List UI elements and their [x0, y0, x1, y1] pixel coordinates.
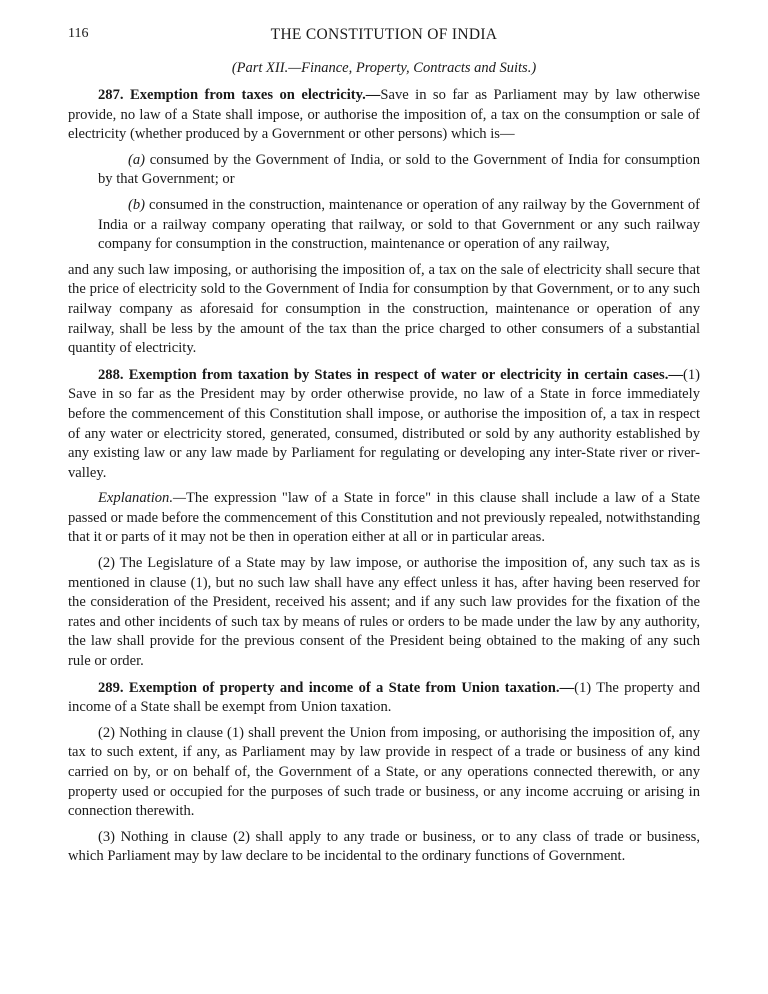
article-288-heading: 288. Exemption from taxation by States in respect of water or electricity in certain cases.— — [98, 366, 683, 383]
article-287-clause-a — [98, 151, 700, 190]
article-287-heading: 287. Exemption from taxes on electricity.— — [98, 87, 381, 103]
part-subtitle: (Part XII.—Finance, Property, Contracts and Suits.) — [231, 60, 537, 76]
clause-a-label: (a) — [128, 151, 146, 168]
clause-b-text: consumed in the construction, maintenance or operation of any railway by the Government of India or a railway company operating that railway, or sold to that Government or any such railway company for consumption in the construction, maintenance or operation of any railway, — [98, 196, 700, 253]
clause-b-label: (b) — [128, 196, 146, 213]
page-number: 116 — [68, 26, 89, 41]
article-288-clause-1-text: (1) Save in so far as the President may by order otherwise provide, no law of a State in force immediately before the commencement of this Constitution shall impose, or authorise the imposition of, a tax in respect of any water or electricity stored, generated, consumed, distributed or sold by any authority established by any existing law or any law made by Parliament for regulating or developing any inter-State river or river-valley. — [68, 366, 700, 481]
article-287-intro — [68, 86, 700, 145]
article-288-clause-2: (2) The Legislature of a State may by law impose, or authorise the imposition of, any such tax as is mentioned in clause (1), but no such law shall have any effect unless it has, after having been reserved for the consideration of the President, received his assent; and if any such law provides for the fixation of the rates and other incidents of such tax by means of rules or orders to be made under the law by any authority, the law shall provide for the previous consent of the President being obtained to the making of any such rule or order. — [68, 555, 700, 670]
article-289-clause-2: (2) Nothing in clause (1) shall prevent the Union from imposing, or authorising the imposition of, any tax to such extent, if any, as Parliament may by law provide in respect of a trade or business of any kind carried on by, or on behalf of, the Government of a State, or any operations connected therewith, or any property used or occupied for the purposes of such trade or business, or any income accruing or arising in connection therewith. — [68, 724, 700, 820]
article-289-clause-1-text: (1) The property and income of a State shall be exempt from Union taxation. — [68, 679, 700, 716]
article-287-closing: and any such law imposing, or authorising the imposition of, a tax on the sale of electricity shall secure that the price of electricity sold to the Government of India for consumption by that Government, or to any such railway company as aforesaid for consumption in the construction, maintenance or operation of any railway, shall be less by the amount of the tax than the price charged to other consumers of a substantial quantity of electricity. — [68, 261, 700, 357]
clause-a-text: consumed by the Government of India, or sold to the Government of India for consumption by that Government; or — [98, 151, 700, 188]
document-body — [68, 86, 700, 867]
explanation-text: The expression "law of a State in force" in this clause shall include a law of a State passed or made before the commencement of this Constitution and not previously repealed, notwithstanding that it or parts of it may not be then in operation either at all or in particular areas. — [68, 490, 700, 546]
explanation-label: Explanation.— — [98, 490, 186, 507]
article-288-clause-1 — [68, 366, 700, 484]
running-title: THE CONSTITUTION OF INDIA — [270, 26, 498, 43]
article-289-clause-1 — [68, 679, 700, 718]
article-289-clause-3: (3) Nothing in clause (2) shall apply to any trade or business, or to any class of trade or business, which Parliament may by law declare to be incidental to the ordinary functions of Government. — [68, 828, 700, 865]
article-288-explanation — [68, 489, 700, 548]
article-287-intro-text: Save in so far as Parliament may by law otherwise provide, no law of a State shall impose, or authorise the imposition of, a tax on the consumption or sale of electricity (whether produced by a Government or other persons) which is— — [68, 87, 700, 143]
article-287-clause-b — [98, 196, 700, 255]
article-289-heading: 289. Exemption of property and income of a State from Union taxation.— — [98, 679, 575, 696]
page-header — [68, 26, 700, 46]
